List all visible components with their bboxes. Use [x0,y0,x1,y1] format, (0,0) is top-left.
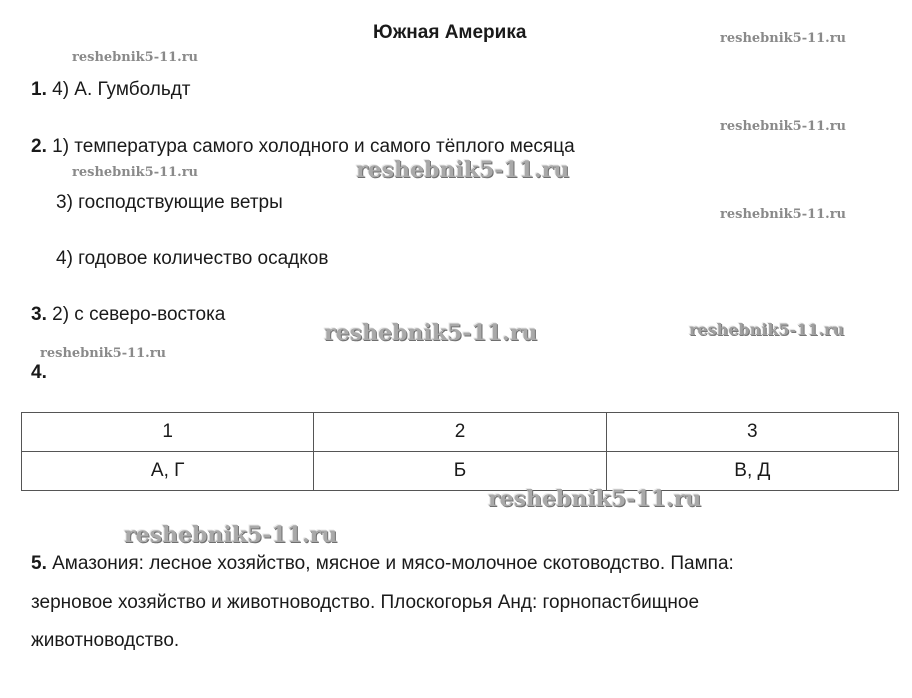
table-cell: В, Д [606,452,898,491]
answer-5-line-1 [31,553,734,575]
watermark: reshebnik5-11.ru [324,320,538,346]
watermark: reshebnik5-11.ru [72,50,199,65]
table-cell: Б [314,452,606,491]
watermark: reshebnik5-11.ru [40,346,167,361]
table-header-cell: 1 [22,413,314,452]
watermark: reshebnik5-11.ru [689,320,845,339]
answer-number: 3. [31,304,47,325]
answer-text: 1) температура самого холодного и самого тёплого месяца [46,136,575,157]
answer-5-line-3: животноводство. [31,630,180,651]
answer-2-line-1 [31,136,575,158]
table-header-cell: 3 [606,413,898,452]
watermark: reshebnik5-11.ru [72,165,199,180]
watermark: reshebnik5-11.ru [720,31,847,46]
answer-number: 5. [31,553,47,574]
answer-2-line-2: 3) господствующие ветры [56,192,283,213]
watermark: reshebnik5-11.ru [488,486,702,512]
table-header-row [22,413,899,452]
watermark: reshebnik5-11.ru [356,157,570,183]
answer-text: 2) с северо-востока [46,304,226,325]
answer-number: 1. [31,79,47,100]
answer-number: 4. [31,362,47,383]
answer-text: Амазония: лесное хозяйство, мясное и мясо-молочное скотоводство. Пампа: [46,553,734,574]
answer-3 [31,304,225,326]
answer-table [21,412,899,491]
page-title: Южная Америка [373,22,527,43]
answer-1 [31,79,191,101]
watermark: reshebnik5-11.ru [124,522,338,548]
answer-2-line-3: 4) годовое количество осадков [56,248,329,269]
answer-text: 4) А. Гумбольдт [46,79,191,100]
table-header-cell: 2 [314,413,606,452]
watermark: reshebnik5-11.ru [720,119,847,134]
table-row [22,452,899,491]
answer-4 [31,362,47,384]
watermark: reshebnik5-11.ru [720,207,847,222]
answer-5-line-2: зерновое хозяйство и животноводство. Плоскогорья Анд: горнопастбищное [31,592,700,613]
table-cell: А, Г [22,452,314,491]
answer-number: 2. [31,136,47,157]
